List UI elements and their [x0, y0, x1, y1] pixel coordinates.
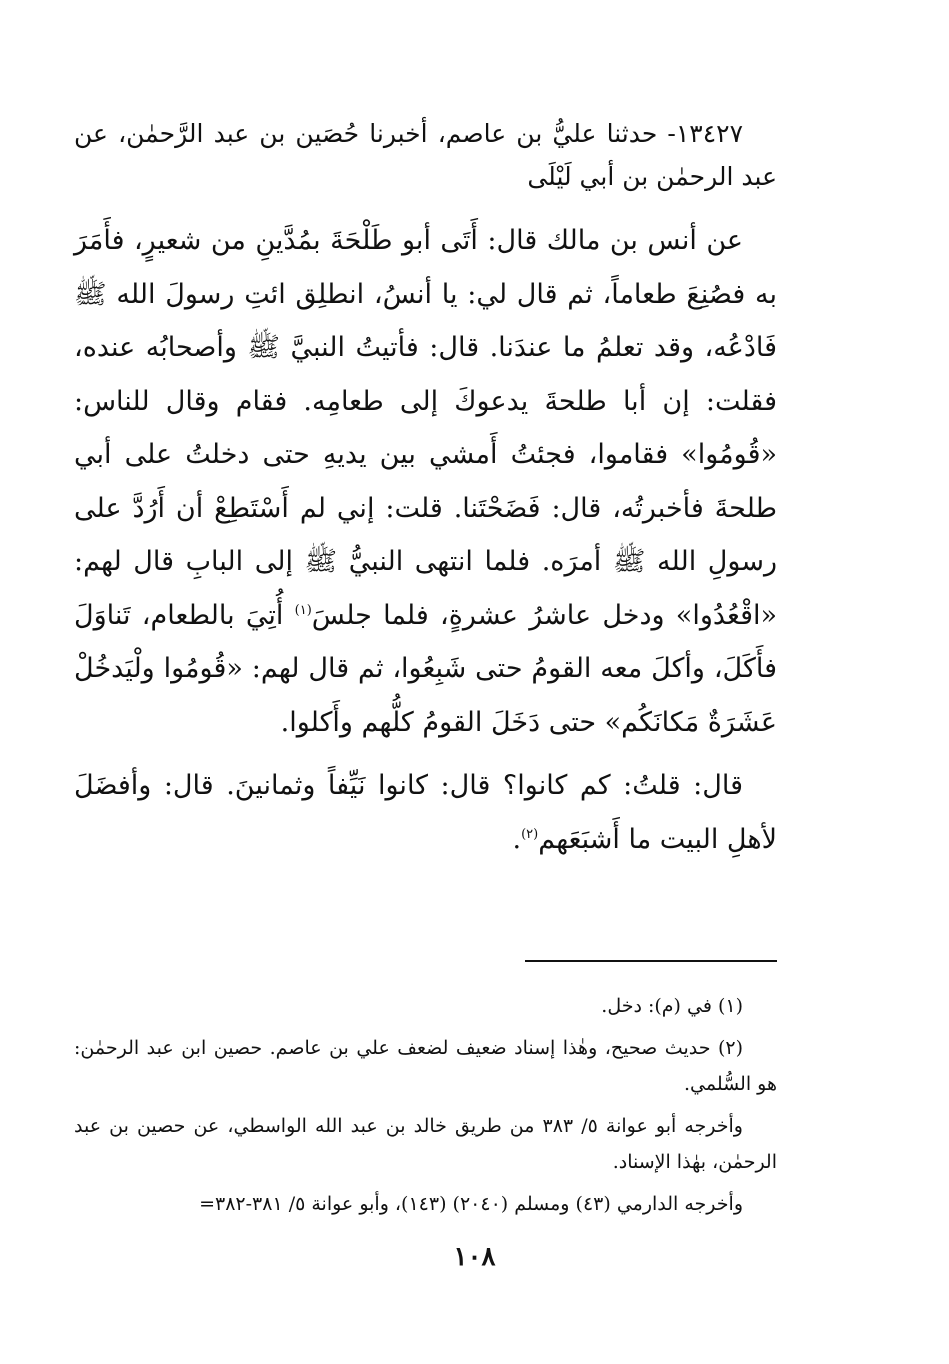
footnote-2: (٢) حديث صحيح، وهٰذا إسناد ضعيف لضعف علي بن عاصم. حصين ابن عبد الرحمٰن: هو السُّلمي.	[74, 1037, 777, 1095]
footnote-1: (١) في (م): دخل.	[601, 995, 743, 1017]
matn-text: أُتِيَ بالطعام، تَناوَلَ فأَكَلَ، وأكلَ معه القومُ حتى شَبِعُوا، ثم قال لهم: «قُومُوا ولْيَدخُلْ عَشَرَةٌ مَكانَكُم» حتى دَخَلَ القومُ كلُّهم وأَكلوا.	[74, 599, 777, 738]
footnote-ref-2[interactable]: (٢)	[521, 826, 539, 842]
footnote-ref-1[interactable]: (١)	[294, 602, 312, 618]
hadith-isnad: ١٣٤٢٧- حدثنا عليُّ بن عاصم، أخبرنا حُصَين بن عبد الرَّحمٰن، عن عبد الرحمٰن بن أبي لَيْلَى	[74, 119, 777, 191]
hadith-matn-paragraph-2	[74, 759, 777, 866]
footnote-separator	[525, 960, 777, 962]
matn-text: قال: قلتُ: كم كانوا؟ قال: كانوا نَيِّفاً وثمانينَ. قال: وأفضَلَ لأهلِ البيت ما أَشبَعَهم	[74, 770, 777, 855]
hadith-text	[74, 112, 777, 876]
footnote-2-continuation: وأخرجه الدارمي (٤٣) ومسلم (٢٠٤٠) (١٤٣)، وأبو عوانة ٥/ ٣٨١-٣٨٢=	[199, 1193, 743, 1215]
page-number: ١٠٨	[453, 1242, 496, 1272]
hadith-matn-paragraph-1	[74, 214, 777, 749]
matn-text: عن أنس بن مالك قال: أَتَى أبو طَلْحَةَ بمُدَّينِ من شعيرٍ، فأَمَرَ به فصُنِعَ طعاماً، ثم قال لي: يا أنسُ، انطلِق ائتِ رسولَ الله ﷺ فَادْعُه، وقد تعلمُ ما عندَنا. قال: فأتيتُ النبيَّ ﷺ وأصحابُه عنده، فقلت: إن أبا طلحةَ يدعوكَ إلى طعامِه. فقام وقال للناس: «قُومُوا» فقاموا، فجئتُ أَمشي بين يديهِ حتى دخلتُ على أبي طلحةَ فأخبرتُه، قال: فَضَحْتَنا. قلت: إني لم أَسْتَطِعْ أن أَرُدَّ على رسولِ الله ﷺ أمرَه. فلما انتهى النبيُّ ﷺ إلى البابِ قال لهم: «اقْعُدُوا» ودخل عاشرُ عشرةٍ، فلما جلسَ	[74, 225, 777, 631]
footnote-2-continuation: وأخرجه أبو عوانة ٥/ ٣٨٣ من طريق خالد بن عبد الله الواسطي، عن حصين بن عبد الرحمٰن، بهٰذا الإسناد.	[74, 1115, 777, 1173]
matn-text: .	[512, 823, 522, 855]
footnotes	[74, 988, 777, 1228]
